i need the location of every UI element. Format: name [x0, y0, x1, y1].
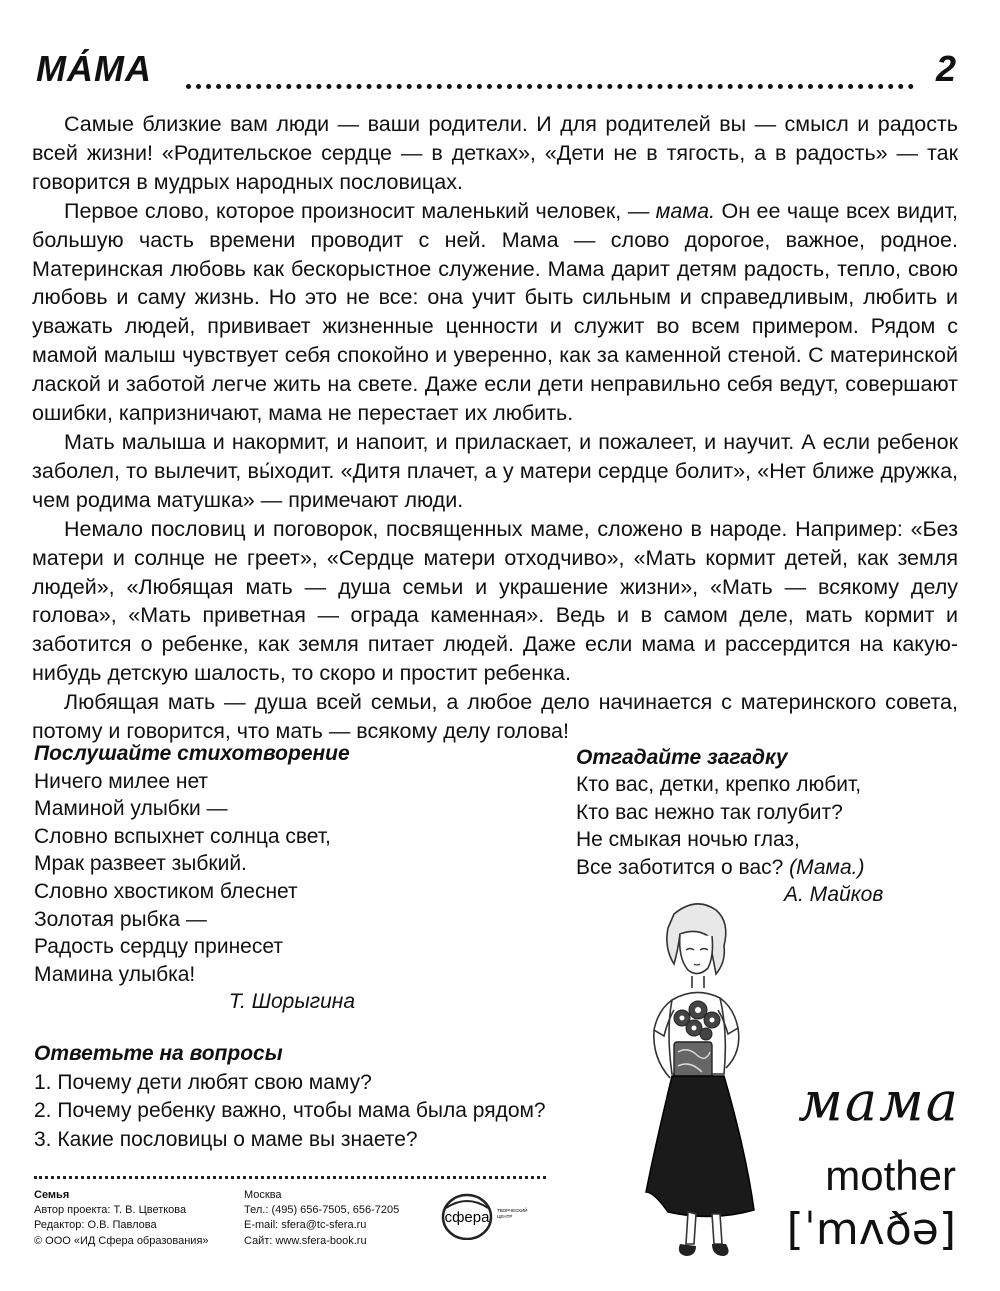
word-english: mother [825, 1152, 956, 1199]
poem-line: Мамина улыбка! [34, 962, 196, 986]
riddle-last-line: Все заботится о вас? [576, 855, 790, 879]
footer-site: Сайт: www.sfera-book.ru [244, 1234, 367, 1247]
riddle-line: Не смыкая ночью глаз, [576, 828, 800, 852]
riddle-section [576, 744, 956, 908]
header-dotted-leader [186, 84, 914, 89]
poem-line: Словно вспыхнет солнца свет, [34, 824, 331, 848]
poem-author: Т. Шорыгина [229, 990, 356, 1014]
paragraph-1: Самые близкие вам люди — ваши родители. И для родителей вы — смысл и радость всей жизни! «Родительское сердце — в детках», «Дети не в тягость, а в радость» — так говорится в мудрых народных пословицах. [32, 112, 958, 194]
paragraph-5: Любящая мать — душа всей семьи, а любое дело начинается с материнского совета, потому и говорится, что мать — всякому делу голова! [32, 690, 958, 744]
footer-email: E-mail: sfera@tc-sfera.ru [244, 1219, 367, 1232]
word-transcription: [ˈmʌðə] [786, 1204, 956, 1255]
poem-line: Радость сердцу принесет [34, 935, 283, 959]
paragraph-2-emphasis: мама. [655, 198, 716, 223]
paragraph-2-rest: Он ее чаще всех видит, большую часть времени проводит с ней. Мама — слово дорогое, важное, родное. Материнская любовь как бескорыстное служение. Мама дарит детям радость, тепло, свою любовь и саму жизнь. Но это не все: она учит быть сильным и справедливым, любить и уважать людей, прививает жизненные ценности и служит во всем примером. Рядом с мамой малыш чувствует себя спокойно и уверенно, как за каменной стеной. С материнской лаской и заботой легче жить на свете. Даже если дети неправильно себя ведут, совершают ошибки, капризничают, мама не перестает их любить. [32, 198, 959, 426]
riddle-author: А. Майков [784, 883, 884, 907]
logo-sub1: ТВОРЧЕСКИЙ [497, 1208, 528, 1213]
footer-series: Семья [34, 1189, 70, 1201]
footer-city: Москва [244, 1189, 282, 1201]
question-item: 3. Какие пословицы о маме вы знаете? [34, 1127, 418, 1151]
word-cursive: мама [798, 1070, 960, 1133]
logo-sub2: ЦЕНТР [497, 1214, 513, 1219]
riddle-line: Кто вас, детки, крепко любит, [576, 773, 862, 797]
publisher-logo [440, 1190, 560, 1240]
poem-section [34, 740, 414, 1016]
footer-phone: Тел.: (495) 656-7505, 656-7205 [244, 1204, 400, 1217]
page-title: МА́МА [36, 48, 152, 89]
paragraph-3: Мать малыша и накормит, и напоит, и приласкает, и пожалеет, и научит. А если ребенок заболел, то вылечит, вы́ходит. «Дитя плачет, а у матери сердце болит», «Нет ближе дружка, чем родима матушка» — примечают люди. [32, 429, 958, 512]
riddle-line: Кто вас нежно так голубит? [576, 800, 843, 824]
riddle-line [576, 854, 956, 881]
paragraph-2 [32, 197, 958, 428]
paragraph-4: Немало пословиц и поговорок, посвященных маме, сложено в народе. Например: «Без матери и солнце не греет», «Сердце матери отходчиво», «Мать кормит детей, как земля людей», «Любящая мать — душа семьи и украшение жизни», «Мать — всякому делу голова», «Мать приветная — ограда каменная». Ведь и в самом деле, мать кормит и заботится о ребенке, как земля питает людей. Даже если мама и рассердится на какую-нибудь детскую шалость, то скоро и простит ребенка. [32, 516, 958, 686]
riddle-answer: (Мама.) [789, 855, 865, 879]
footer-editor: Редактор: О.В. Павлова [34, 1219, 157, 1232]
question-item: 1. Почему дети любят свою маму? [34, 1070, 372, 1094]
page-header [36, 48, 956, 100]
footer-contacts [244, 1188, 444, 1249]
footer-copyright: © ООО «ИД Сфера образования» [34, 1234, 209, 1247]
poem-line: Маминой улыбки — [34, 797, 228, 821]
mother-illustration [616, 892, 776, 1282]
intro-text [32, 110, 958, 746]
riddle-title: Отгадайте загадку [576, 746, 788, 769]
footer-credits [34, 1188, 254, 1249]
poem-line: Золотая рыбка — [34, 907, 207, 931]
poem-line: Мрак развеет зыбкий. [34, 852, 247, 876]
footer-author: Автор проекта: Т. В. Цветкова [34, 1204, 187, 1217]
question-item: 2. Почему ребенку важно, чтобы мама была рядом? [34, 1099, 546, 1122]
paragraph-2-start: Первое слово, которое произносит маленький человек, — [64, 198, 656, 223]
logo-arc [446, 1201, 488, 1208]
questions-title: Ответьте на вопросы [34, 1042, 283, 1065]
questions-section [34, 1040, 614, 1154]
poem-line: Ничего милее нет [34, 769, 209, 793]
page-number: 2 [935, 48, 956, 89]
poem-title: Послушайте стихотворение [34, 742, 350, 765]
logo-text: сфера [444, 1209, 490, 1226]
footer-dotted-rule [34, 1176, 546, 1179]
poem-line: Словно хвостиком блеснет [34, 879, 298, 903]
